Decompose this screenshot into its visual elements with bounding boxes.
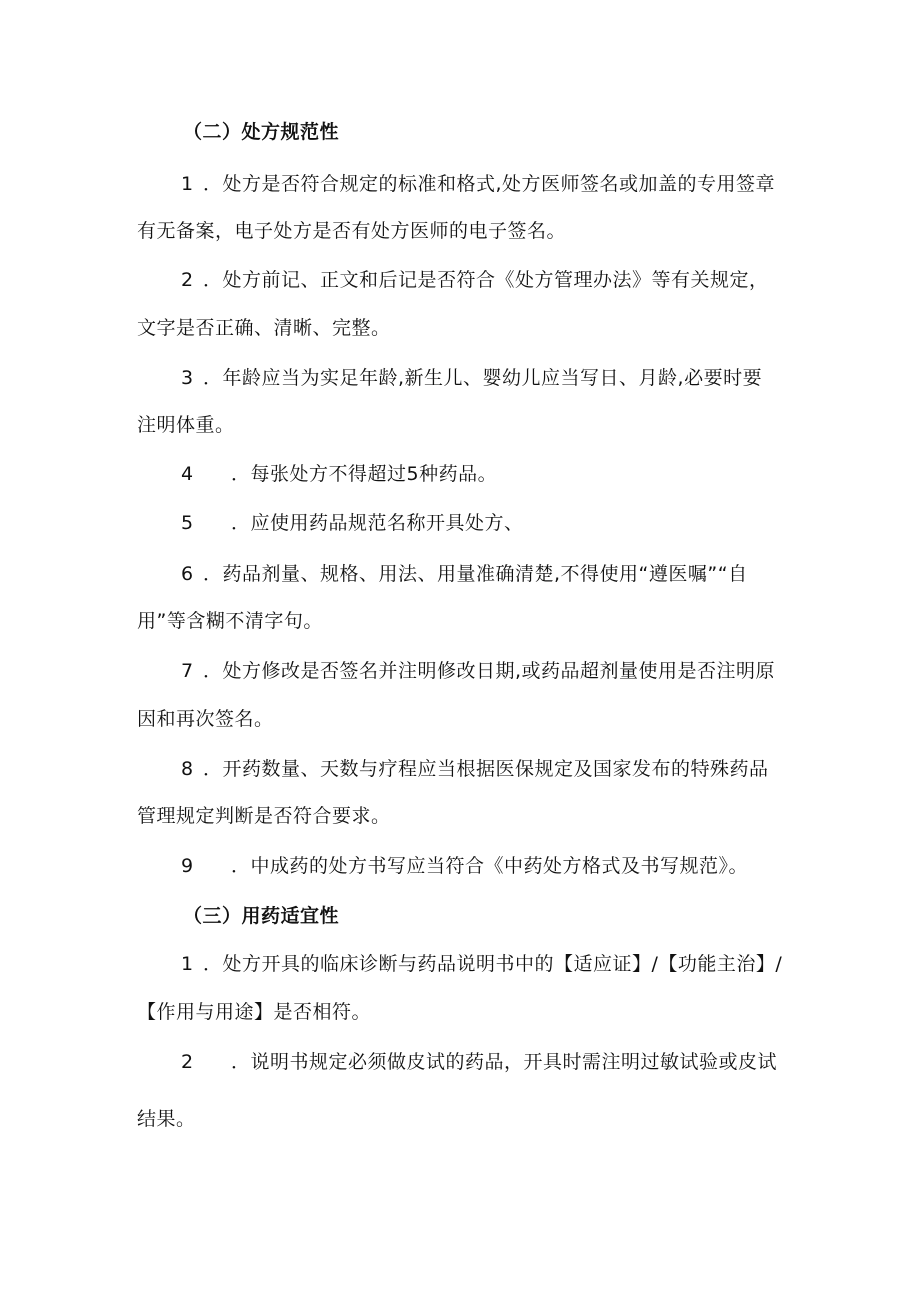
list-item-2-8 xyxy=(181,757,769,781)
item-number: 6 xyxy=(181,563,194,585)
list-item-2-2-continuation: 文字是否正确、清晰、完整。 xyxy=(137,317,391,339)
section-heading-2: （二）处方规范性 xyxy=(183,121,340,143)
item-number: 3 xyxy=(181,367,194,389)
item-text: ．处方修改是否签名并注明修改日期,或药品超剂量使用是否注明原 xyxy=(203,660,776,682)
item-number: 5 xyxy=(181,512,194,534)
item-text: ．年龄应当为实足年龄,新生儿、婴幼儿应当写日、月龄,必要时要 xyxy=(203,367,763,389)
item-number: 1 xyxy=(181,173,194,195)
item-text: ．应使用药品规范名称开具处方、 xyxy=(231,512,524,534)
section-heading-3: （三）用药适宜性 xyxy=(183,905,340,927)
list-item-3-2 xyxy=(181,1050,777,1074)
item-number: 9 xyxy=(181,855,194,877)
item-text: ．每张处方不得超过5种药品。 xyxy=(231,463,498,485)
list-item-2-1-continuation: 有无备案，电子处方是否有处方医师的电子签名。 xyxy=(137,220,567,242)
item-number: 2 xyxy=(181,269,194,291)
list-item-2-6 xyxy=(181,562,748,586)
list-item-2-2 xyxy=(181,268,769,292)
list-item-2-5 xyxy=(181,511,524,535)
list-item-3-2-continuation: 结果。 xyxy=(137,1108,196,1130)
item-number: 4 xyxy=(181,463,194,485)
item-number: 1 xyxy=(181,953,194,975)
item-number: 2 xyxy=(181,1051,194,1073)
list-item-2-7 xyxy=(181,659,775,683)
item-text: ．说明书规定必须做皮试的药品，开具时需注明过敏试验或皮试 xyxy=(231,1051,778,1073)
item-number: 7 xyxy=(181,660,194,682)
item-text: ．中成药的处方书写应当符合《中药处方格式及书写规范》。 xyxy=(231,855,749,877)
list-item-2-3-continuation: 注明体重。 xyxy=(137,414,235,436)
list-item-2-8-continuation: 管理规定判断是否符合要求。 xyxy=(137,805,391,827)
item-text: ．开药数量、天数与疗程应当根据医保规定及国家发布的特殊药品 xyxy=(203,758,769,780)
list-item-3-1-continuation: 【作用与用途】是否相符。 xyxy=(137,1001,372,1023)
item-text: ．处方前记、正文和后记是否符合《处方管理办法》等有关规定， xyxy=(203,269,769,291)
list-item-2-1 xyxy=(181,172,775,196)
item-text: ．处方开具的临床诊断与药品说明书中的【适应证】/【功能主治】/ xyxy=(203,953,783,975)
list-item-3-1 xyxy=(181,952,782,976)
item-number: 8 xyxy=(181,758,194,780)
list-item-2-3 xyxy=(181,366,762,390)
list-item-2-7-continuation: 因和再次签名。 xyxy=(137,708,274,730)
item-text: ．处方是否符合规定的标准和格式,处方医师签名或加盖的专用签章 xyxy=(203,173,776,195)
list-item-2-9 xyxy=(181,854,748,878)
item-text: ．药品剂量、规格、用法、用量准确清楚,不得使用“遵医嘱”“自 xyxy=(203,563,748,585)
list-item-2-4 xyxy=(181,462,497,486)
list-item-2-6-continuation: 用”等含糊不清字句。 xyxy=(137,610,323,632)
